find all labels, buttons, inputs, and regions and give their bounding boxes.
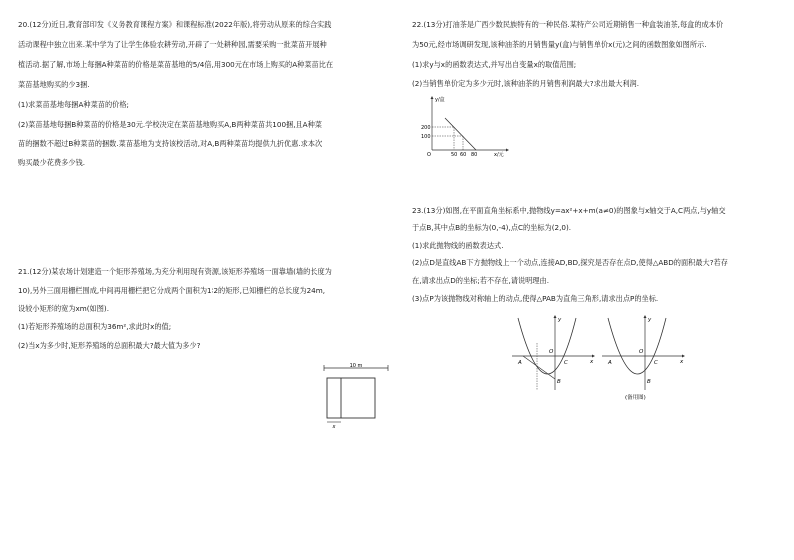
xtick-60: 60 xyxy=(460,152,467,158)
sales-graph xyxy=(414,92,514,158)
point-C-label: C xyxy=(654,360,658,366)
wall-length-label: 10 m xyxy=(349,363,363,369)
point-A-label: A xyxy=(608,360,612,366)
point-A-label: A xyxy=(518,360,522,366)
q20-sub1: (1)求菜苗基地每捆A种菜苗的价格; xyxy=(18,100,129,109)
xtick-80: 80 xyxy=(471,152,478,158)
q23-line1: 23.(13分)如图,在平面直角坐标系中,抛物线y=ax²+x+m(a≠0)的图象与x轴交于A,C两点,与y轴交 xyxy=(412,206,726,215)
origin-label: O xyxy=(427,152,431,158)
parabola-figure-1 xyxy=(510,312,596,392)
point-C-label: C xyxy=(564,360,568,366)
q22-sub2: (2)当销售单价定为多少元时,该种油茶的月销售利润最大?求出最大利润. xyxy=(412,79,640,88)
q20-line2: 活动课程中独立出来.某中学为了让学生体验农耕劳动,开辟了一处耕种园,需要采购一批菜苗开展种 xyxy=(18,40,327,49)
ytick-200: 200 xyxy=(421,125,431,131)
q21-line1: 21.(12分)某农场计划建造一个矩形养殖场,为充分利用现有资源,该矩形养殖场一面靠墙(墙的长度为 xyxy=(18,267,332,276)
q23-sub1: (1)求此抛物线的函数表达式. xyxy=(412,241,504,250)
farm-diagram xyxy=(320,362,394,430)
q22-line2: 为50元,经市场调研发现,该种油茶的月销售量y(盒)与销售单价x(元)之间的函数图象如图所示. xyxy=(412,40,707,49)
q20-sub2c: 购买最少花费多少钱. xyxy=(18,158,85,167)
x-label: x xyxy=(332,424,336,430)
q23-sub2b: 在,请求出点D的坐标;若不存在,请说明理由. xyxy=(412,276,549,285)
q20-line3: 植活动.据了解,市场上每捆A种菜苗的价格是菜苗基地的5/4倍,用300元在市场上购买的A种菜苗比在 xyxy=(18,60,334,69)
x-axis-label: x/元 xyxy=(494,152,504,158)
q20-line4: 菜苗基地购买的少3捆. xyxy=(18,80,90,89)
q21-line3: 设较小矩形的宽为xm(如图). xyxy=(18,304,110,313)
xtick-50: 50 xyxy=(451,152,458,158)
q22-sub1: (1)求y与x的函数表达式,并写出自变量x的取值范围; xyxy=(412,60,577,69)
farm-rect xyxy=(327,378,375,418)
sales-line xyxy=(445,118,476,150)
x-axis-label: x xyxy=(590,359,594,365)
q20-sub2b: 苗的捆数不超过B种菜苗的捆数.菜苗基地为支持该校活动,对A,B两种菜苗均提供九折优惠.求本次 xyxy=(18,139,323,148)
q23-line2: 于点B,其中点B的坐标为(0,-4),点C的坐标为(2,0). xyxy=(412,223,572,232)
y-axis-label: y xyxy=(648,317,652,323)
line-AB xyxy=(523,356,555,379)
ytick-100: 100 xyxy=(421,134,431,140)
q21-sub2: (2)当x为多少时,矩形养殖场的总面积最大?最大值为多少? xyxy=(18,341,201,350)
x-axis-label: x xyxy=(680,359,684,365)
q23-sub3: (3)点P为该抛物线对称轴上的动点,使得△PAB为直角三角形,请求出点P的坐标. xyxy=(412,294,659,303)
q23-sub2a: (2)点D是直线AB下方抛物线上一个动点,连接AD,BD,探究是否存在点D,使得△ABD的面积最大?若存 xyxy=(412,258,728,267)
backup-figure-caption: (备用图) xyxy=(625,395,646,401)
y-axis-label: y/盒 xyxy=(435,97,445,103)
q20-line1: 20.(12分)近日,教育部印发《义务教育课程方案》和课程标准(2022年版),将劳动从原来的综合实践 xyxy=(18,20,332,29)
q21-sub1: (1)若矩形养殖场的总面积为36m²,求此时x的值; xyxy=(18,322,172,331)
y-axis-label: y xyxy=(558,317,562,323)
parabola-figure-2 xyxy=(600,312,686,404)
origin-label: O xyxy=(549,349,554,355)
q22-line1: 22.(13分)打油茶是广西少数民族特有的一种民俗.某特产公司近期销售一种盒装油茶,每盒的成本价 xyxy=(412,20,724,29)
point-B-label: B xyxy=(557,379,561,385)
q21-line2: 10),另外三面用栅栏围成,中间再用栅栏把它分成两个面积为1∶2的矩形,已知栅栏的总长度为24m, xyxy=(18,286,326,295)
point-B-label: B xyxy=(647,379,651,385)
origin-label: O xyxy=(639,349,644,355)
q20-sub2a: (2)菜苗基地每捆B种菜苗的价格是30元.学校决定在菜苗基地购买A,B两种菜苗共100捆,且A种菜 xyxy=(18,120,322,129)
